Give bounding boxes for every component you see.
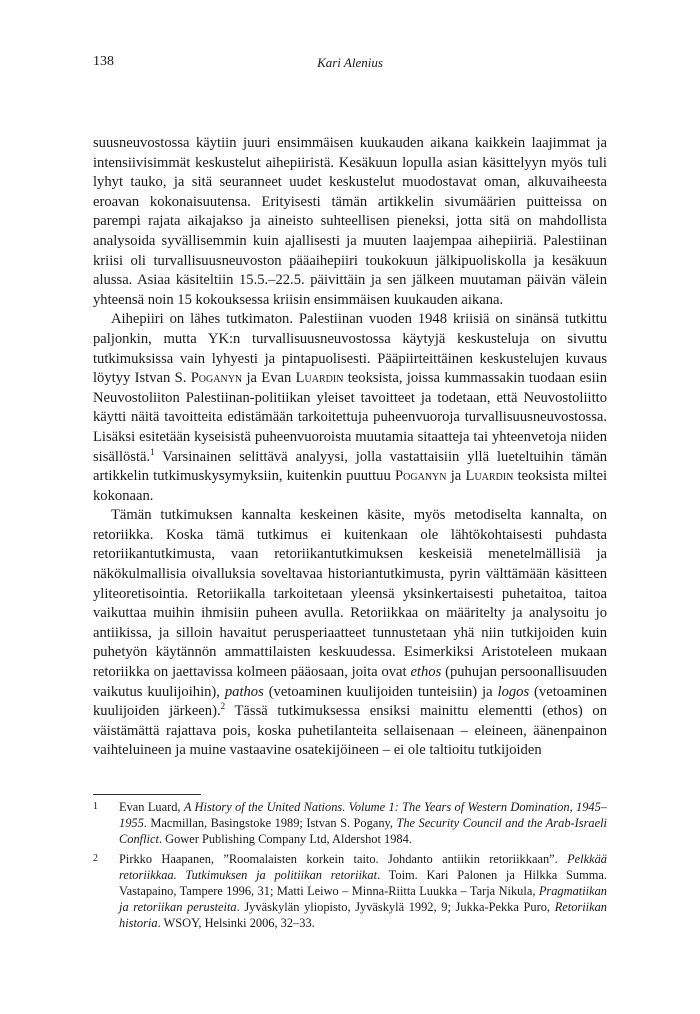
author-name-luard: Luardin [465, 468, 514, 485]
footnote-2 [93, 851, 607, 932]
term-ethos: ethos [410, 664, 442, 681]
paragraph-3-text: Tässä tutkimuksessa ensiksi mainittu elementti (ethos) on väistämättä rajattava pois, koska puhetilanteita sellaisenaan – eleineen, äänenpainon vaihteluineen ja muine vastaavine osatekijöineen – ei ole taltioitu tutkijoiden [93, 703, 607, 759]
book-title: The Security Council and the Arab-Israeli Conflict [119, 816, 607, 847]
running-title: Kari Alenius [317, 55, 383, 70]
footnote-text: . Toim. Kari Palonen ja Hilkka Summa. Vastapaino, Tampere 1996, 31; Matti Leiwo – Minna-Riitta Luukka – Tarja Nikula, [119, 867, 607, 899]
paragraph-3-text: Tämän tutkimuksen kannalta keskeinen käsite, myös metodiselta kannalta, on retoriikka. Koska tämä tutkimus ei kuitenkaan ole lähtökohtaisesti puhdasta retoriikantutkimusta, vaan retoriikantutkimuksen keskeisiä menetelmällisiä ja näkökulmallisia oivalluksia soveltavaa historiantutkimusta, pyrin välttämään käsitteen yliteoretisointia. Retoriikalla tarkoitetaan yleensä yksinkertaisesti puhetaitoa, taitoa vaikuttaa muihin ihmisiin puheen avulla. Retoriikkaa on määritelty ja analysoitu jo antiikissa, ja silloin havaitut perusperiaatteet tunnustetaan yhä niin tutkijoiden kuin puhetyön käytännön ammattilaisten keskuudessa. Esimerkiksi Aristoteleen mukaan retoriikka on jaettavissa kolmeen pääosaan, joita ovat [93, 507, 607, 681]
paragraph-2 [93, 310, 607, 506]
paragraph-2-text: Varsinainen selittävä analyysi, jolla vastattaisiin yllä lueteltuihin tämän artikkelin tutkimuskysymyksiin, kuitenkin puuttuu [93, 448, 607, 485]
page-number: 138 [93, 54, 114, 69]
footnote-text: . Jyväskylän yliopisto, Jyväskylä 1992, 9; Jukka-Pekka Puro, [236, 900, 555, 915]
author-name-pogany: Poganyn [190, 370, 243, 387]
paragraph-2-text: teoksista, joissa kummassakin tuodaan esiin Neuvostoliiton Palestiinan-politiikan yleiset tavoitteet ja todetaan, että Neuvostoliitto käytti näitä tavoitteita edistämään tarkoitettuja puheenvuoroja turvallisuusneuvostossa. Lisäksi esitetään kyseisistä puheenvuoroista muutamia sitaatteja tai yhteenvetoja niiden sisällöstä. [93, 370, 608, 465]
body-text [93, 134, 607, 761]
paragraph-3-text: (vetoaminen kuulijoiden tunteisiin) ja [263, 683, 498, 700]
paragraph-2-text: ja Evan [242, 370, 296, 387]
paragraph-3-text: (puhujan persoonallisuuden vaikutus kuulijoihin), [93, 664, 607, 700]
running-head [93, 54, 607, 72]
footnote-number: 1 [93, 801, 98, 812]
paragraph-2-text: teoksista miltei kokonaan. [93, 468, 607, 504]
book-title: Pragmatiikan ja retoriikan perusteita [119, 884, 607, 915]
book-title: Pelkkää retoriikkaa. Tutkimuksen ja politiikan retoriikat [119, 851, 607, 882]
footnote-ref-2[interactable]: 2 [220, 701, 226, 712]
paragraph-3-text: (vetoaminen kuulijoiden järkeen). [93, 683, 607, 720]
footnote-number: 2 [93, 852, 98, 864]
footnote-separator [93, 794, 201, 795]
book-title: Retoriikan historia [119, 900, 607, 931]
footnote-text: . Macmillan, Basingstoke 1989; Istvan S. Pogany, [143, 816, 397, 831]
paragraph-1 [93, 134, 607, 310]
paragraph-1-text: suusneuvostossa käytiin juuri ensimmäisen kuukauden aikana kaikkein laajimmat ja intensiivisimmät keskustelut aihepiiristä. Kesäkuun lopulla asian käsittelyyn myös tuli lyhyt tauko, ja sitä seuranneet uudet keskustelut muodostavat oman, alkuvaiheesta eroavan kokonaisuutensa. Erityisesti tämän artikkelin sivumäärien puitteissa on parempi rajata aikajakso ja aineisto suhteellisen pieneksi, jotta sitä on mahdollista analysoida syvällisemmin kuin ajallisesti ja muuten laajempaa aihepiiriä. Palestiinan kriisi oli turvallisuusneuvoston pääaihepiiri toukokuun jälkipuoliskolla ja kesäkuun alussa. Asiaa käsiteltiin 15.5.–22.5. päivittäin ja sen jälkeen muutaman päivän välein yhteensä noin 15 kokouksessa kriisin ensimmäisen kuukauden aikana. [93, 135, 607, 308]
author-name-luard: Luardin [295, 370, 344, 387]
author-name-pogany: Poganyn [395, 468, 447, 485]
paragraph-2-text: ja [446, 468, 466, 485]
footnote-text: Evan Luard, [119, 800, 184, 814]
footnote-text: . Gower Publishing Company Ltd, Aldershot 1984. [158, 832, 412, 847]
footnote-ref-1[interactable]: 1 [150, 446, 155, 457]
footnotes [93, 799, 607, 935]
footnote-1 [93, 799, 607, 848]
footnote-text: . WSOY, Helsinki 2006, 32–33. [157, 916, 315, 931]
footnote-text: Pirkko Haapanen, ”Roomalaisten korkein taito. Johdanto antiikin retoriikkaan”. [119, 851, 568, 866]
paragraph-3 [93, 506, 607, 761]
term-pathos: pathos [224, 683, 264, 700]
term-logos: logos [497, 683, 530, 700]
paragraph-2-text: Aihepiiri on lähes tutkimaton. Palestiinan vuoden 1948 kriisiä on sinänsä tutkittu paljonkin, mutta YK:n turvallisuusneuvostossa käytyjä keskusteluja on sivuttu tutkimuksissa vain lyhyesti ja pintapuolisesti. Pääpiirteittäinen keskustelujen kuvaus löytyy Istvan S. [93, 311, 607, 387]
book-title: A History of the United Nations. Volume 1: The Years of Western Domination, 1945–1955 [119, 800, 607, 831]
